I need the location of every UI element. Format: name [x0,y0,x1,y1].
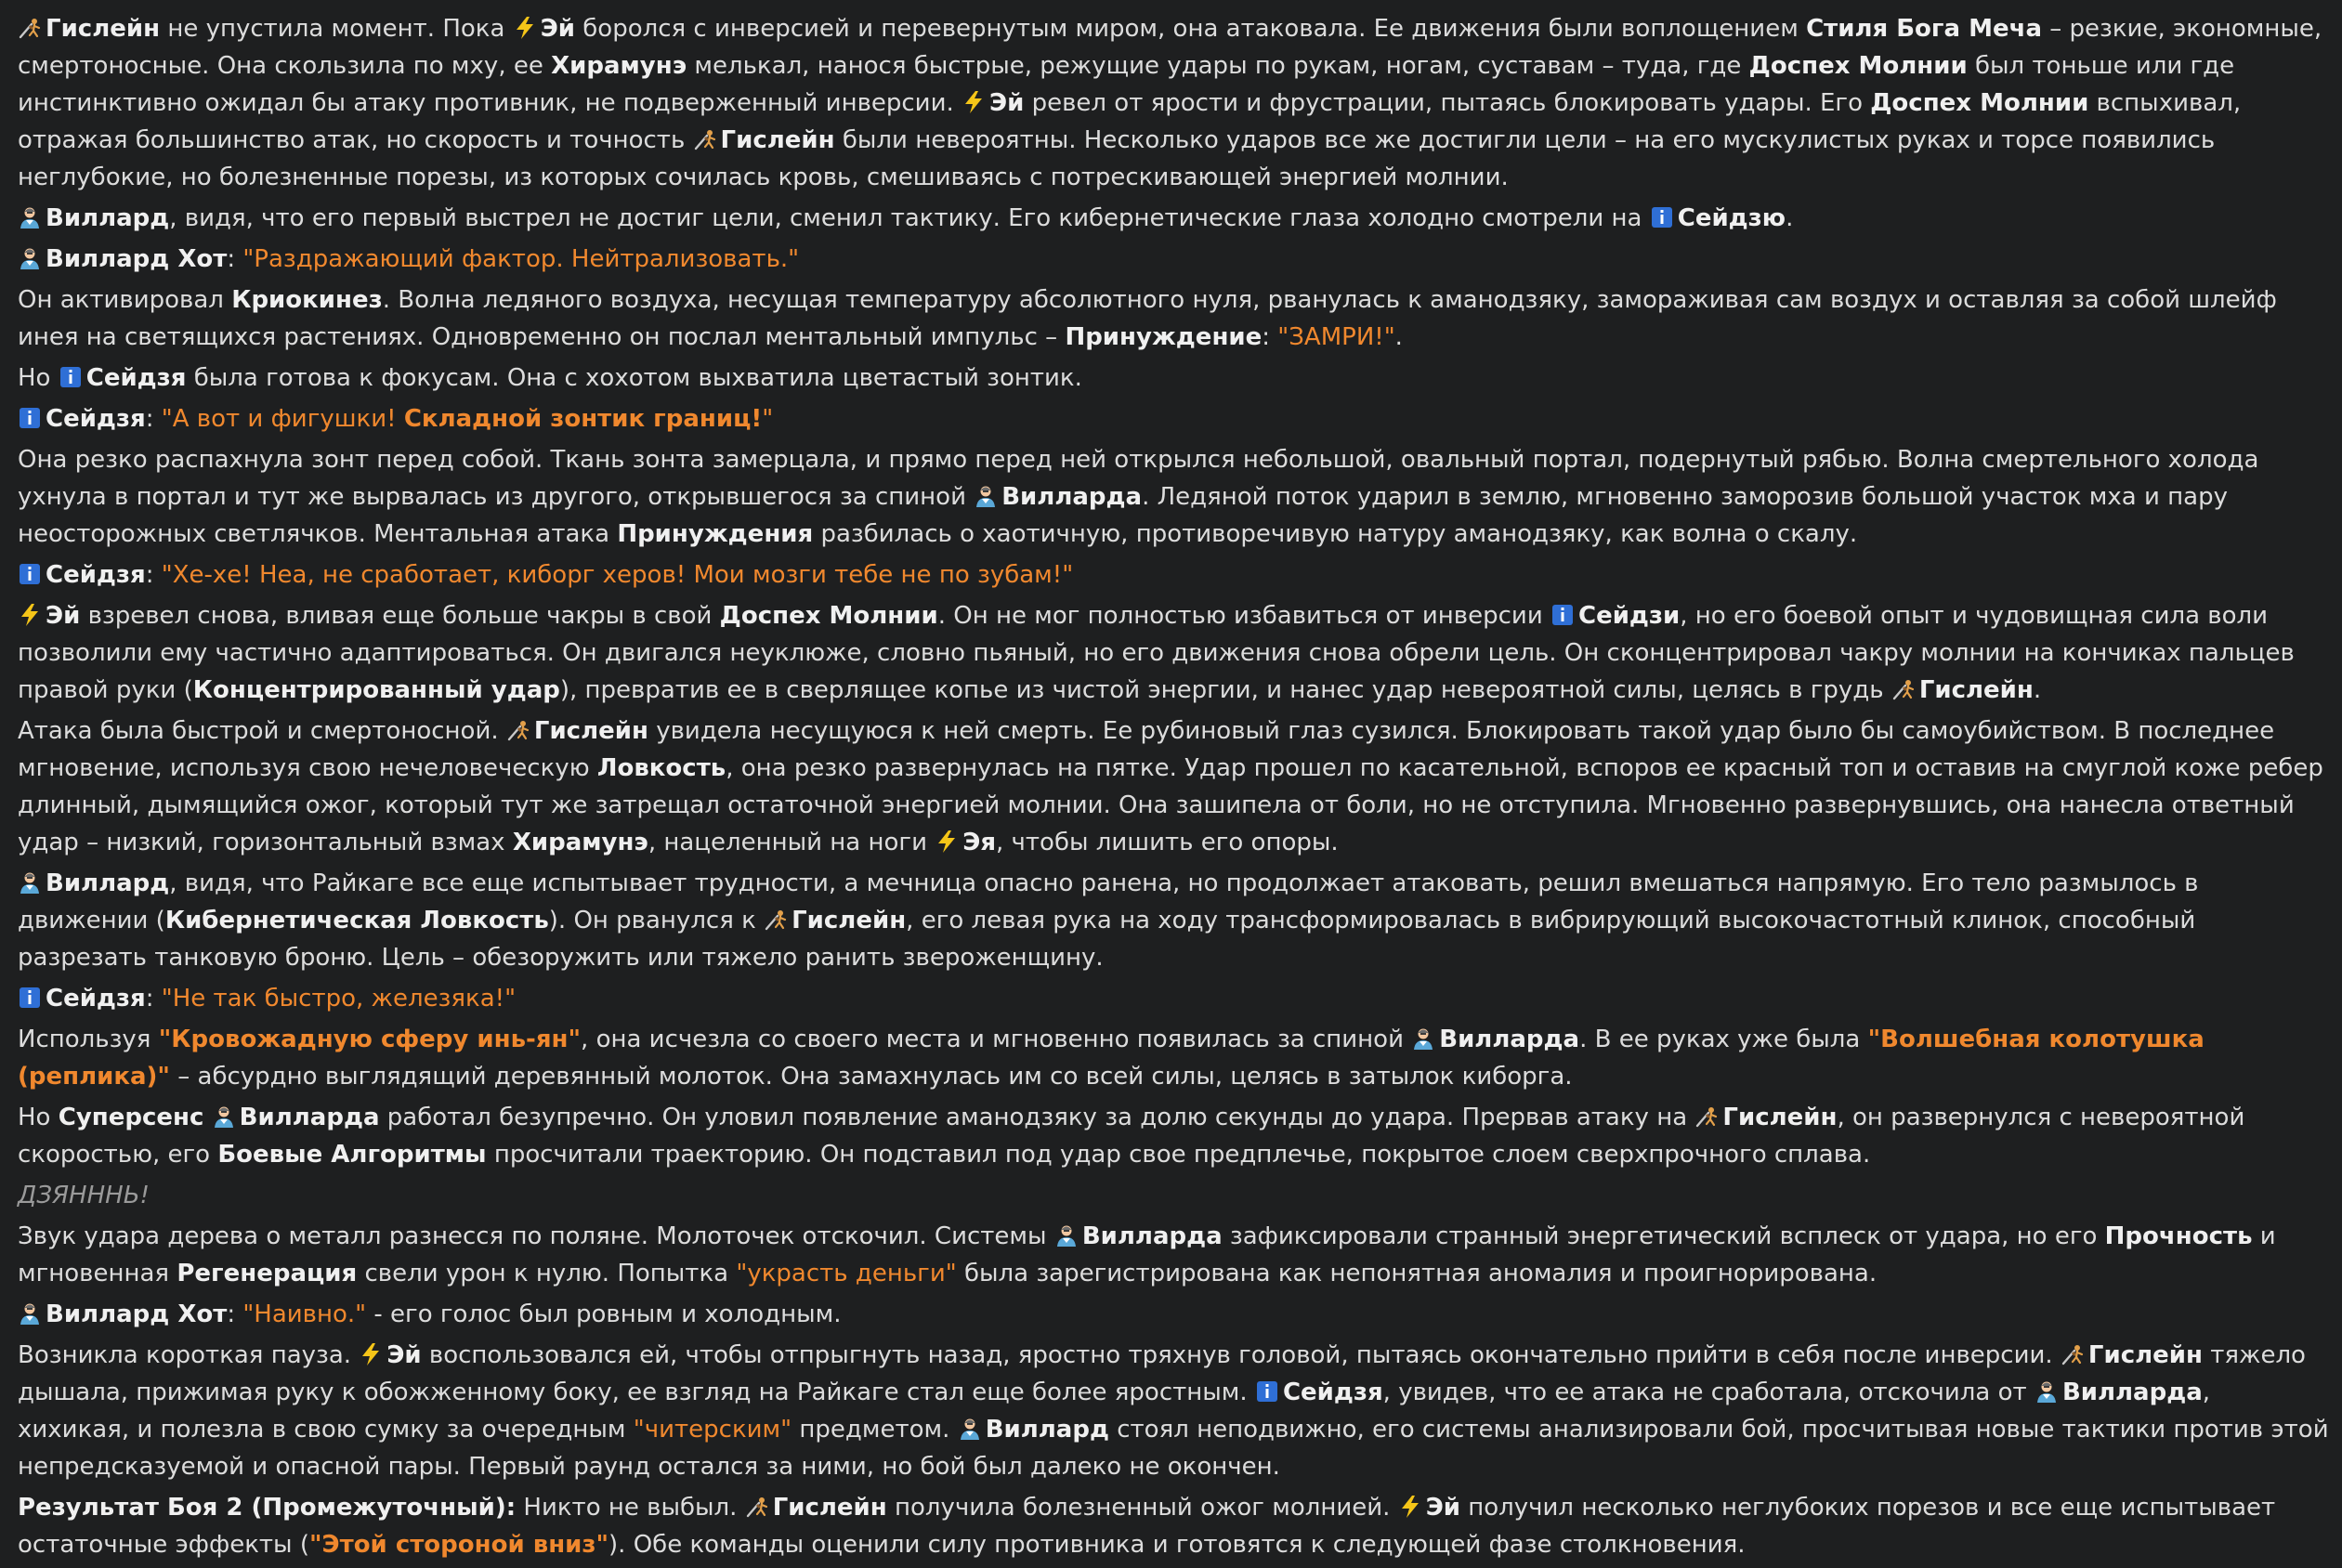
story-paragraph [18,865,2329,976]
bold-term: Эй [989,89,1025,117]
swordswoman-icon [18,16,42,40]
story-paragraph [18,441,2329,553]
story-paragraph [18,200,2329,237]
body-text: , увидев, что ее атака не сработала, отскочила от [1382,1379,2035,1406]
story-paragraph [18,359,2329,397]
bold-term: Гислейн [1918,676,2034,704]
bold-term: Концентрированный удар [192,676,560,704]
body-text: , нацеленный на ноги [648,829,935,856]
bold-term: Стиля Бога Меча [1806,15,2042,43]
body-text: разбилась о хаотичную, противоречивую натуру аманодзяку, как волна о скалу. [813,520,1858,548]
bold-term: Виллард Хот [46,245,228,273]
body-text: , он развернулся с невероятной скоростью, его [18,1104,2245,1169]
lightning-icon [962,90,986,114]
body-text: ). Обе команды оценили силу противника и готовятся к следующей фазе столкновения. [608,1531,1746,1559]
body-text: , но его боевой опыт и чудовищная сила воли позволили ему частично адаптироваться. Он двигался неуклюже, словно пьяный, но его движения снова обрели цель. Он сконцентрировал чакру молнии на кончиках пальцев правой руки ( [18,602,2295,704]
body-text: , видя, что Райкаге все еще испытывает трудности, а мечница опасно ранена, но продолжает атаковать, решил вмешаться напрямую. Его тело размылось в движении ( [18,869,2199,934]
info-box-icon [18,562,42,586]
bold-term: Боевые Алгоритмы [217,1141,487,1169]
body-text: были невероятны. Несколько ударов все же достигли цели – на его мускулистых руках и торсе появились неглубокие, но болезненные порезы, из которых сочилась кровь, смешиваясь с потрескивающей энергией молнии. [18,126,2216,191]
body-text: увидела несущуюся к ней смерть. Ее рубиновый глаз сузился. Блокировать такой удар было бы самоубийством. В последнее мгновение, используя свою нечеловеческую [18,717,2275,782]
body-text: : [227,245,243,273]
body-text: взревел снова, вливая еще больше чакры в свой [80,602,720,630]
story-paragraph [18,1337,2329,1485]
bold-term: Доспех Молнии [1870,89,2089,117]
body-text: Возникла короткая пауза. [18,1341,360,1369]
body-text: мелькал, нанося быстрые, режущие удары по рукам, ногам, суставам – туда, где [687,52,1749,80]
info-box-icon [1255,1379,1279,1404]
body-text: . [2033,676,2042,704]
bold-term: Суперсенс [58,1104,204,1131]
body-text: боролся с инверсией и перевернутым миром, она атаковала. Ее движения были воплощением [575,15,1807,43]
story-paragraph [18,597,2329,709]
body-text: предметом. [792,1416,958,1444]
bold-term: Доспех Молнии [1748,52,1968,80]
bold-term: Регенерация [177,1260,358,1287]
story-paragraph [18,1021,2329,1095]
cyborg-person-icon [974,484,998,508]
cyborg-person-icon [18,246,42,270]
body-text: и мгновенная [18,1222,2276,1287]
story-paragraph [18,556,2329,594]
dialogue-quote: "Хе-хе! Неа, не сработает, киборг херов! Мои мозги тебе не по зубам!" [161,561,1074,589]
bold-term: Сейдзя [46,405,146,433]
body-text: . Ледяной поток ударил в землю, мгновенно заморозив большой участок мха и пару неосторожных светлячков. Ментальная атака [18,483,2228,548]
story-paragraph [18,1099,2329,1173]
body-text: Никто не выбыл. [516,1494,745,1522]
bold-term: Принуждения [617,520,814,548]
body-text: стоял неподвижно, его системы анализировали бой, просчитывая новые тактики против этой непредсказуемой и опасной пары. Первый раунд остался за ними, но бой был далеко не окончен. [18,1416,2329,1481]
lightning-icon [935,830,959,854]
body-text: - его голос был ровным и холодным. [366,1300,842,1328]
body-text: , его левая рука на ходу трансформировалась в вибрирующий высокочастотный клинок, способный разрезать танковую броню. Цель – обезоружить или тяжело ранить звероженщину. [18,907,2196,972]
body-text: Звук удара дерева о металл разнесся по поляне. Молоточек отскочил. Системы [18,1222,1054,1250]
dialogue-quote: "читерским" [633,1416,792,1444]
body-text: ревел от ярости и фрустрации, пытаясь блокировать удары. Его [1024,89,1871,117]
bold-term: Сейдзя [1282,1379,1383,1406]
body-text: свели урон к нулю. Попытка [357,1260,737,1287]
body-text: : [227,1300,243,1328]
bold-term: Сейдзи [1577,602,1681,630]
info-box-icon [18,986,42,1010]
bold-term: Гислейн [720,126,835,154]
story-paragraph [18,281,2329,356]
bold-term: Вилларда [1439,1026,1580,1053]
dialogue-quote: "ЗАМРИ!" [1277,323,1395,351]
bold-term: Вилларда [1001,483,1143,511]
highlighted-term: "Кровожадную сферу инь-ян" [158,1026,582,1053]
highlighted-term: "Этой стороной вниз" [309,1531,609,1559]
bold-term: Гислейн [533,717,648,745]
swordswoman-icon [764,908,788,932]
bold-term: Виллард Хот [46,1300,228,1328]
body-text: вспыхивал, отражая большинство атак, но скорость и точность [18,89,2242,154]
body-text: просчитали траекторию. Он подставил под удар свое предплечье, покрытое слоем сверхпрочного сплава. [486,1141,1871,1169]
body-text: , чтобы лишить его опоры. [996,829,1339,856]
story-paragraph [18,1296,2329,1333]
body-text: была зарегистрирована как непонятная аномалия и проигнорирована. [956,1260,1878,1287]
swordswoman-icon [693,127,717,151]
body-text: Но [18,1104,59,1131]
bold-term: Гислейн [46,15,161,43]
swordswoman-icon [506,718,530,742]
lightning-icon [18,603,42,627]
body-text: Атака была быстрой и смертоносной. [18,717,506,745]
body-text: – абсурдно выглядящий деревянный молоток. Она замахнулась им со всей силы, целясь в затылок киборга. [169,1063,1573,1091]
story-paragraph [18,10,2329,196]
bold-term: Гислейн [1722,1104,1838,1131]
bold-term: Эй [1425,1494,1460,1522]
cyborg-person-icon [18,1301,42,1326]
bold-term: Хирамунэ [512,829,648,856]
story-paragraph [18,980,2329,1017]
story-paragraph [18,1177,2329,1214]
cyborg-person-icon [958,1417,982,1441]
body-text: , она исчезла со своего места и мгновенно появилась за спиной [581,1026,1412,1053]
body-text: : [145,405,162,433]
bold-term: Эя [962,829,997,856]
bold-term: Виллард [46,869,170,897]
bold-term: Вилларда [239,1104,380,1131]
story-paragraph [18,400,2329,438]
bold-term: Гислейн [2087,1341,2203,1369]
body-text: зафиксировали странный энергетический всплеск от удара, но его [1222,1222,2105,1250]
bold-term: Вилларда [2061,1379,2203,1406]
swordswoman-icon [745,1495,769,1519]
bold-term: Гислейн [792,907,907,934]
bold-term: Эй [46,602,81,630]
bold-term: Виллард [46,204,170,232]
body-text: ), превратив ее в сверлящее копье из чистой энергии, и нанес удар невероятной силы, целясь в грудь [559,676,1891,704]
cyborg-person-icon [1054,1223,1079,1248]
dialogue-quote: " [762,405,774,433]
info-box-icon [1550,603,1575,627]
body-text: , видя, что его первый выстрел не достиг цели, сменил тактику. Его кибернетические глаза холодно смотрели на [169,204,1650,232]
sound-effect: ДЗЯНННЬ! [18,1182,150,1209]
swordswoman-icon [1891,677,1916,701]
body-text: : [145,985,162,1013]
body-text: Но [18,364,59,392]
body-text [203,1104,211,1131]
bold-term: Вилларда [1081,1222,1223,1250]
dialogue-quote: "Не так быстро, железяка!" [161,985,517,1013]
bold-term: Доспех Молнии [719,602,938,630]
body-text: Он активировал [18,286,232,314]
body-text: тяжело дышала, прижимая руку к обожженному боку, ее взгляд на Райкаге стал еще более яростным. [18,1341,2306,1406]
story-paragraph [18,1489,2329,1563]
bold-term: Криокинез [231,286,383,314]
bold-term: Сейдзя [46,985,146,1013]
body-text: ). Он рванулся к [548,907,765,934]
swordswoman-icon [2061,1342,2085,1366]
cyborg-person-icon [2035,1379,2059,1404]
bold-term: Эй [540,15,575,43]
body-text: работал безупречно. Он уловил появление аманодзяку за долю секунды до удара. Прервав атаку на [379,1104,1695,1131]
cyborg-person-icon [18,870,42,895]
bold-term: Эй [386,1341,422,1369]
body-text: воспользовался ей, чтобы отпрыгнуть назад, яростно тряхнув головой, пытаясь окончательно прийти в себя после инверсии. [421,1341,2061,1369]
body-text: получила болезненный ожог молнией. [886,1494,1398,1522]
body-text: . Он не мог полностью избавиться от инверсии [937,602,1550,630]
bold-term: Прочность [2104,1222,2253,1250]
cyborg-person-icon [1411,1026,1435,1051]
bold-term: Принуждение [1065,323,1263,351]
story-paragraph [18,712,2329,861]
lightning-icon [513,16,537,40]
bold-term: Ловкость [596,754,726,782]
body-text: получил несколько неглубоких порезов и все еще испытывает остаточные эффекты ( [18,1494,2276,1559]
bold-term: Виллард [985,1416,1109,1444]
bold-term: Результат Боя 2 (Промежуточный): [18,1494,517,1522]
bold-term: Сейдзя [85,364,187,392]
highlighted-term: "Волшебная колотушка (реплика)" [18,1026,2205,1091]
dialogue-quote: "Раздражающий фактор. Нейтрализовать." [242,245,800,273]
body-text: – резкие, экономные, смертоносные. Она скользила по мху, ее [18,15,2322,80]
cyborg-person-icon [18,205,42,229]
dialogue-quote: "Наивно." [242,1300,367,1328]
bold-term: Сейдзю [1677,204,1786,232]
lightning-icon [359,1342,383,1366]
cyborg-person-icon [212,1104,236,1129]
swordswoman-icon [1694,1104,1719,1129]
body-text: . Волна ледяного воздуха, несущая температуру абсолютного нуля, рванулась к аманодзяку, замораживая сам воздух и оставляя за собой шлейф инея на светящихся растениях. Одновременно он послал ментальный импульс – [18,286,2277,351]
bold-term: Кибернетическая Ловкость [164,907,549,934]
highlighted-term: Складной зонтик границ! [403,405,763,433]
body-text: : [1262,323,1278,351]
dialogue-quote: "украсть деньги" [736,1260,957,1287]
bold-term: Сейдзя [46,561,146,589]
info-box-icon [18,406,42,430]
body-text: , она резко развернулась на пятке. Удар прошел по касательной, вспоров ее красный топ и оставив на смуглой коже ребер длинный, дымящийся ожог, который тут же затрещал остаточной энергией молнии. Она зашипела от боли, но не отступила. Мгновенно развернувшись, она нанесла ответный удар – низкий, горизонтальный взмах [18,754,2323,856]
body-text: : [145,561,162,589]
info-box-icon [59,365,83,389]
body-text: Используя [18,1026,159,1053]
body-text: Она резко распахнула зонт перед собой. Ткань зонта замерцала, и прямо перед ней открылся небольшой, овальный портал, подернутый рябью. Волна смертельного холода ухнула в портал и тут же вырвалась из другого, открывшегося за спиной [18,446,2259,511]
lightning-icon [1398,1495,1422,1519]
body-text: не упустила момент. Пока [160,15,513,43]
body-text: . [1394,323,1403,351]
body-text: , хихикая, и полезла в свою сумку за очередным [18,1379,2211,1444]
body-text: был тоньше или где инстинктивно ожидал бы атаку противник, не подверженный инверсии. [18,52,2235,117]
body-text: . [1786,204,1794,232]
body-text: была готова к фокусам. Она с хохотом выхватила цветастый зонтик. [186,364,1082,392]
info-box-icon [1650,205,1674,229]
story-paragraph [18,241,2329,278]
bold-term: Хирамунэ [551,52,687,80]
body-text: . В ее руках уже была [1579,1026,1868,1053]
dialogue-quote: "А вот и фигушки! [161,405,404,433]
bold-term: Гислейн [772,1494,887,1522]
story-paragraph [18,1218,2329,1292]
